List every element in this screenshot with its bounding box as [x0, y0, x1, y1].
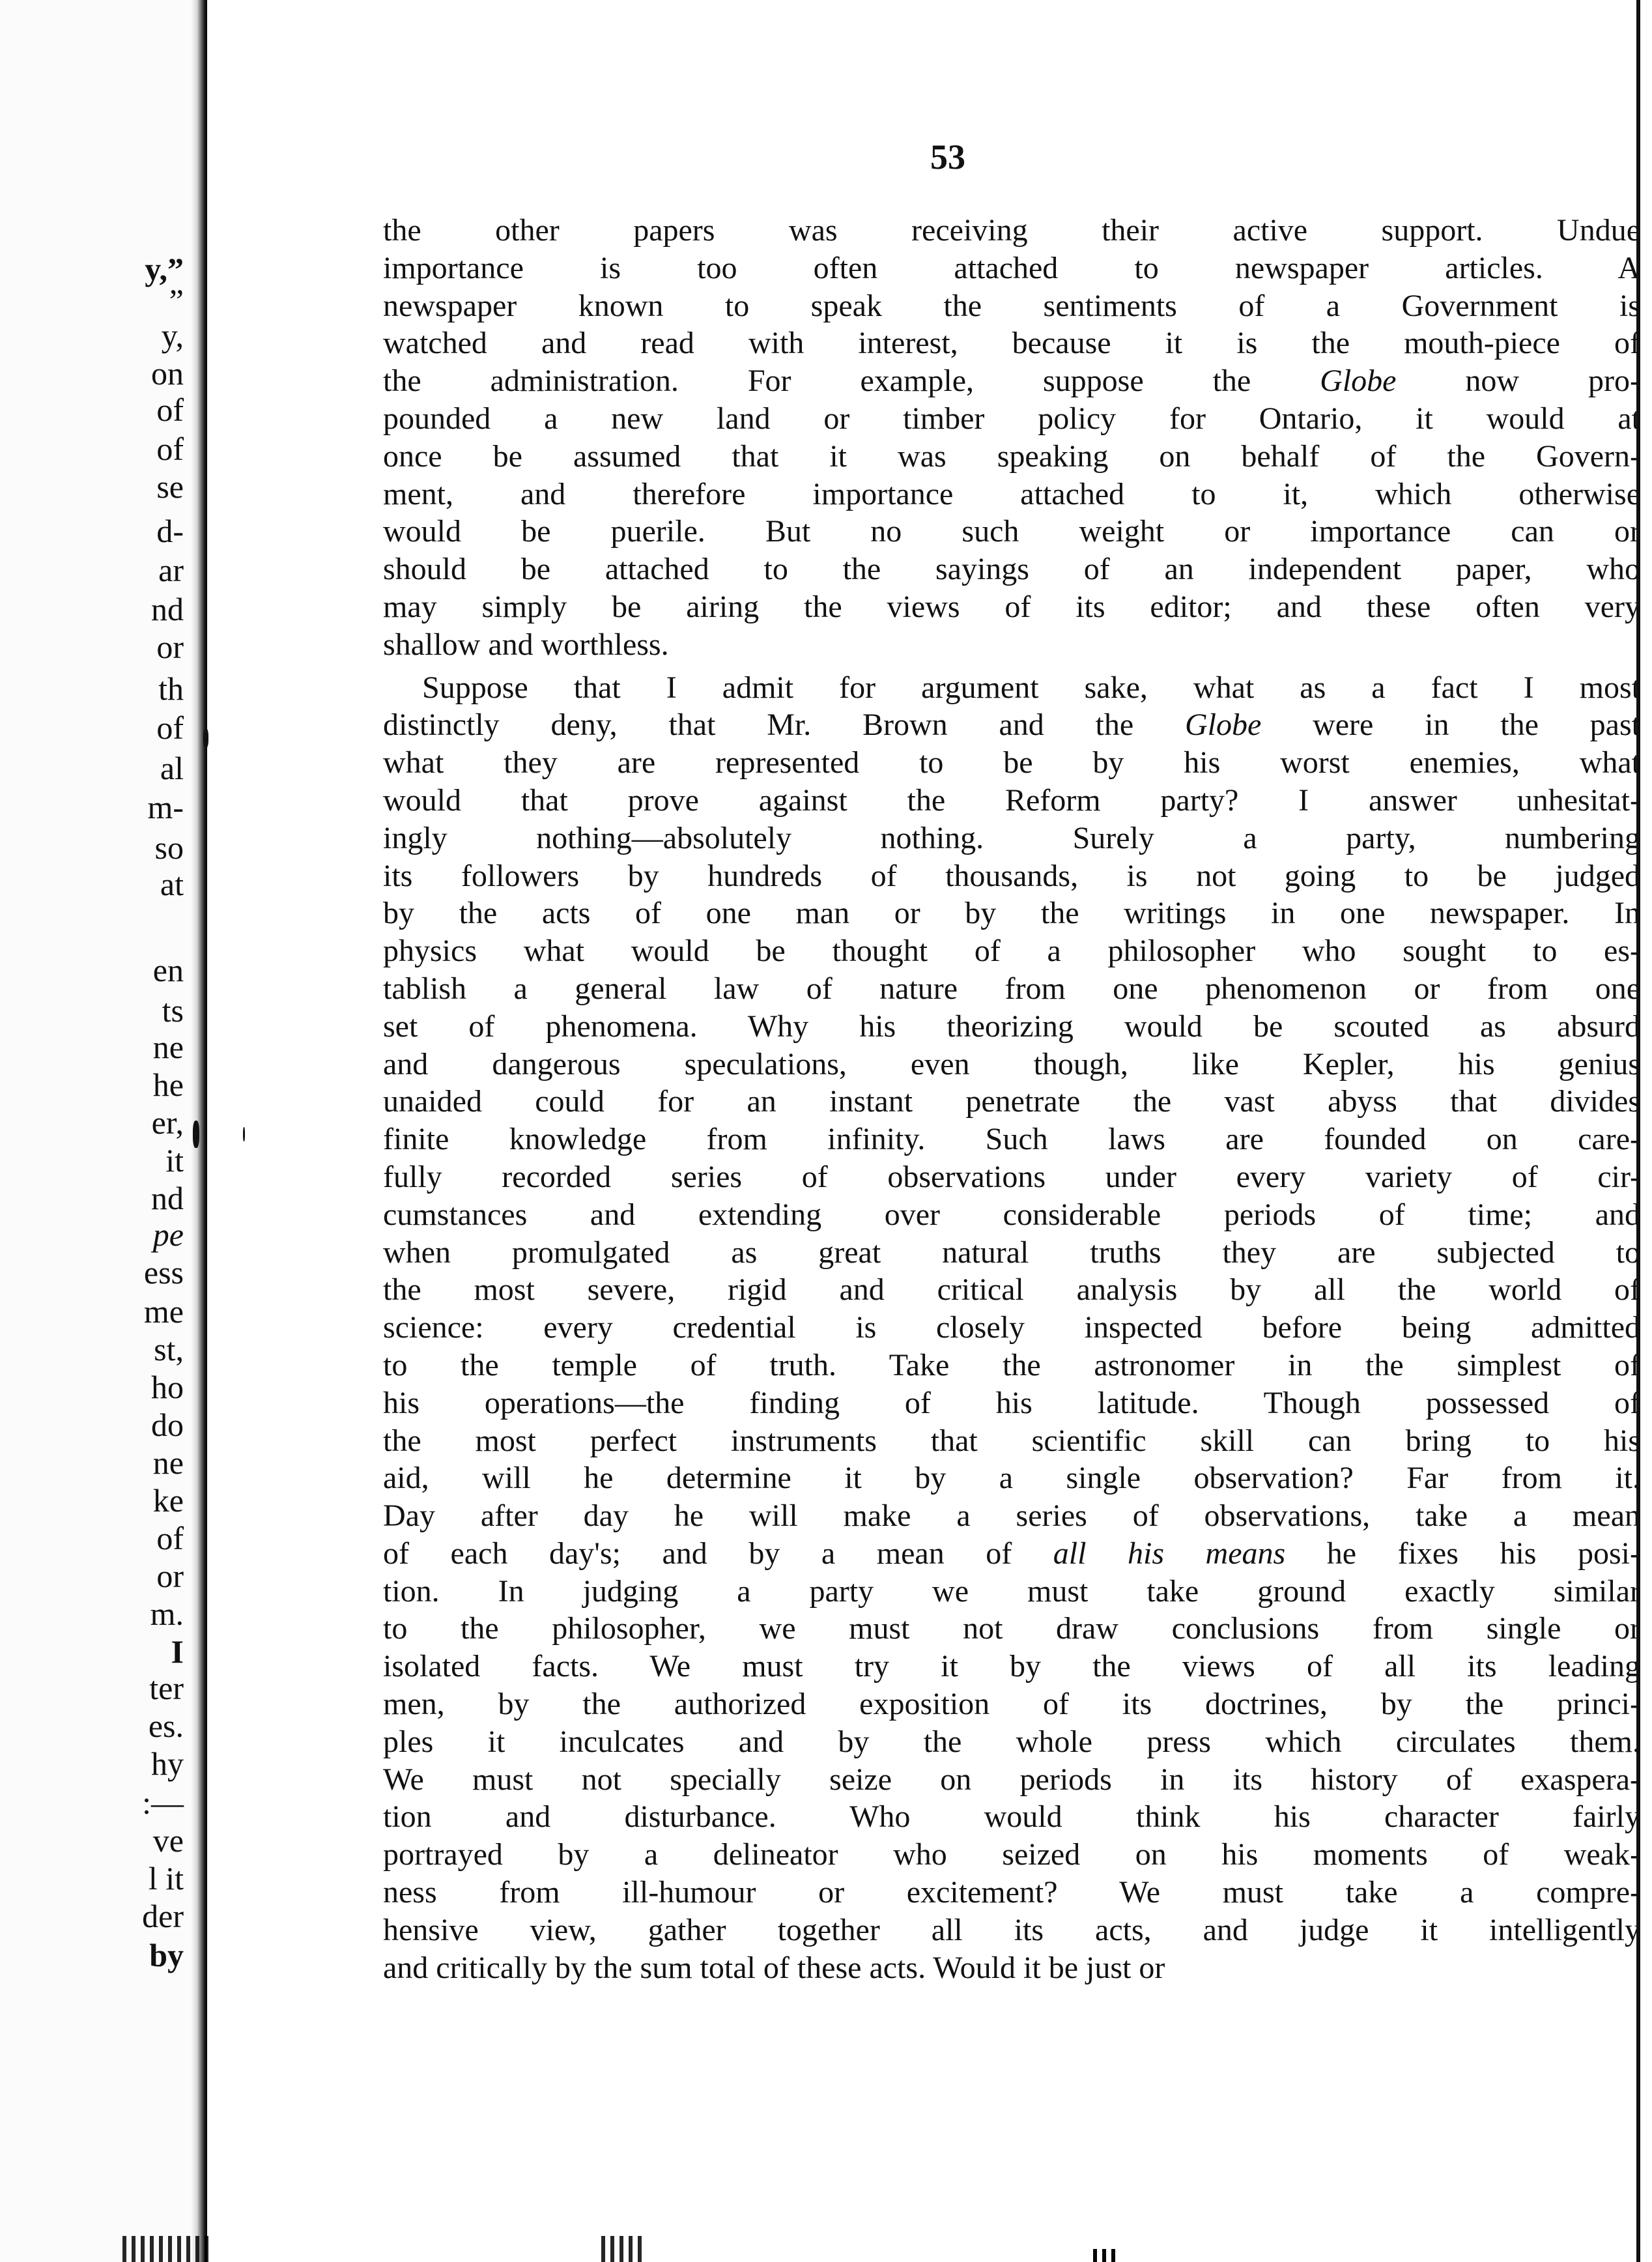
text-line: and dangerous speculations, even though, like Kepler, his genius	[383, 1046, 1640, 1081]
facing-page-fragment: m.	[150, 1596, 184, 1632]
text-line: its followers by hundreds of thousands, is not going to be judged	[383, 858, 1640, 893]
facing-page-fragment: ne	[152, 1444, 184, 1481]
text-line: to the philosopher, we must not draw conclusions from single or	[383, 1611, 1640, 1646]
text-line: shallow and worthless.	[383, 627, 669, 662]
text-line: watched and read with interest, because it is the mouth-piece of	[383, 326, 1640, 361]
text-line: when promulgated as great natural truths they are subjected to	[383, 1235, 1640, 1270]
text-line: the most severe, rigid and critical analysis by all the world of	[383, 1272, 1640, 1308]
facing-page-fragment: on	[151, 355, 184, 392]
margin-mark	[203, 728, 208, 748]
facing-page-fragment: ts	[162, 992, 184, 1029]
margin-mark	[193, 1121, 199, 1148]
text-line: pounded a new land or timber policy for Ontario, it would at	[383, 401, 1640, 436]
text-line: finite knowledge from infinity. Such laws are founded on care-	[383, 1122, 1640, 1157]
margin-mark	[243, 1127, 245, 1141]
text-line: Day after day he will make a series of observations, take a mean	[383, 1498, 1640, 1534]
facing-page-fragment: do	[151, 1407, 184, 1443]
facing-page-fragment: it	[165, 1142, 184, 1179]
text-line: the administration. For example, suppose the Globe now pro-	[383, 364, 1640, 399]
italic-phrase: all his means	[1053, 1536, 1286, 1571]
text-line: physics what would be thought of a philosopher who sought to es-	[383, 934, 1640, 969]
text-line: isolated facts. We must try it by the views of all its leading	[383, 1649, 1640, 1684]
text-line: men, by the authorized exposition of its doctrines, by the princi-	[383, 1687, 1640, 1722]
scan-debris	[122, 2236, 214, 2262]
text-line: cumstances and extending over considerable periods of time; and	[383, 1197, 1640, 1232]
facing-page-fragment: ”	[169, 282, 184, 319]
facing-page-fragment: ve	[152, 1822, 184, 1859]
text-line: what they are represented to be by his worst enemies, what	[383, 745, 1640, 780]
facing-page-fragment: pe	[152, 1216, 184, 1253]
facing-page-strip	[0, 0, 207, 2262]
facing-page-fragment: en	[152, 952, 184, 988]
facing-page-fragment: ar	[158, 552, 184, 588]
facing-page-fragment: st,	[154, 1331, 184, 1367]
italic-title: Globe	[1320, 364, 1397, 399]
page-number: 53	[930, 137, 965, 177]
text-line: portrayed by a delineator who seized on his moments of weak-	[383, 1837, 1640, 1872]
text-line: ingly nothing—absolutely nothing. Surely a party, numbering	[383, 820, 1640, 855]
text-line: importance is too often attached to newspaper articles. A	[383, 250, 1640, 285]
facing-page-fragment: of	[156, 1520, 184, 1556]
facing-page-fragment: th	[158, 670, 184, 707]
text-line: aid, will he determine it by a single observation? Far from it.	[383, 1461, 1640, 1496]
facing-page-fragment: ter	[149, 1670, 184, 1706]
text-line: once be assumed that it was speaking on behalf of the Govern-	[383, 438, 1640, 474]
text-line: We must not specially seize on periods in its history of exaspera-	[383, 1762, 1640, 1797]
facing-page-fragment: es.	[148, 1708, 184, 1744]
italic-title: Globe	[1184, 708, 1262, 743]
facing-page-fragment: der	[142, 1898, 184, 1934]
text-line: tion and disturbance. Who would think his character fairly	[383, 1799, 1640, 1835]
text-line: by the acts of one man or by the writings in one newspaper. In	[383, 896, 1640, 931]
facing-page-fragment: y,	[161, 317, 184, 354]
text-line: science: every credential is closely inspected before being admitted	[383, 1310, 1640, 1345]
facing-page-fragment: he	[152, 1067, 184, 1103]
document-page	[207, 0, 1652, 2262]
facing-page-fragment: me	[143, 1293, 184, 1330]
scan-debris	[601, 2236, 647, 2262]
text-line: tion. In judging a party we must take ground exactly similar	[383, 1573, 1640, 1609]
facing-page-fragment: al	[160, 750, 184, 786]
facing-page-fragment: nd	[151, 1180, 184, 1216]
text-line: Suppose that I admit for argument sake, what as a fact I most	[422, 670, 1640, 705]
body-text	[383, 212, 1640, 1986]
facing-page-fragment: or	[156, 629, 184, 665]
facing-page-fragment: er,	[151, 1104, 184, 1141]
text-line: tablish a general law of nature from one phenomenon or from one	[383, 971, 1640, 1006]
text-line: fully recorded series of observations under every variety of cir-	[383, 1159, 1640, 1194]
text-line: may simply be airing the views of its editor; and these often very	[383, 589, 1640, 624]
text-line: distinctly deny, that Mr. Brown and the Globe were in the past	[383, 708, 1640, 743]
text-line: set of phenomena. Why his theorizing would be scouted as absurd	[383, 1009, 1640, 1044]
text-line: should be attached to the sayings of an independent paper, who	[383, 552, 1640, 587]
facing-page-fragment: I	[171, 1633, 184, 1670]
text-line: would that prove against the Reform party? I answer unhesitat-	[383, 782, 1640, 818]
facing-page-fragment: by	[149, 1937, 184, 1973]
facing-page-fragment: of	[156, 709, 184, 746]
text-line: to the temple of truth. Take the astronomer in the simplest of	[383, 1347, 1640, 1382]
text-line: ness from ill-humour or excitement? We must take a compre-	[383, 1875, 1640, 1910]
text-line: the most perfect instruments that scientific skill can bring to his	[383, 1423, 1640, 1458]
facing-page-fragment: so	[154, 829, 184, 866]
text-line: newspaper known to speak the sentiments of a Government is	[383, 288, 1640, 323]
facing-page-fragment: nd	[151, 591, 184, 627]
facing-page-fragment: ke	[152, 1482, 184, 1519]
facing-page-fragment: :—	[142, 1784, 184, 1821]
text-line: hensive view, gather together all its acts, and judge it intelligently	[383, 1912, 1640, 1947]
facing-page-fragment: of	[156, 392, 184, 428]
facing-page-fragment: or	[156, 1558, 184, 1594]
facing-page-fragment: at	[160, 866, 184, 902]
facing-page-fragment: m-	[147, 789, 184, 825]
text-line: ples it inculcates and by the whole press which circulates them.	[383, 1724, 1640, 1759]
text-line: would be puerile. But no such weight or importance can or	[383, 514, 1640, 549]
facing-page-fragment: ess	[143, 1254, 184, 1291]
facing-page-fragment: y,”	[145, 251, 184, 287]
facing-page-fragment: hy	[151, 1745, 184, 1782]
text-line: of each day's; and by a mean of all his means he fixes his posi-	[383, 1536, 1640, 1571]
text-line: the other papers was receiving their active support. Undue	[383, 213, 1640, 248]
text-line: unaided could for an instant penetrate the vast abyss that divides	[383, 1084, 1640, 1119]
facing-page-fragment: of	[156, 431, 184, 467]
scan-debris	[1093, 2249, 1119, 2262]
text-line: ment, and therefore importance attached to it, which otherwise	[383, 476, 1640, 511]
facing-page-fragment: ne	[152, 1029, 184, 1065]
facing-page-fragment: l it	[148, 1860, 184, 1897]
text-line: and critically by the sum total of these acts. Would it be just or	[383, 1950, 1165, 1985]
facing-page-fragment: se	[156, 468, 184, 505]
facing-page-fragment: ho	[151, 1369, 184, 1405]
text-line: his operations—the finding of his latitude. Though possessed of	[383, 1385, 1640, 1420]
facing-page-fragment: d-	[156, 513, 184, 549]
